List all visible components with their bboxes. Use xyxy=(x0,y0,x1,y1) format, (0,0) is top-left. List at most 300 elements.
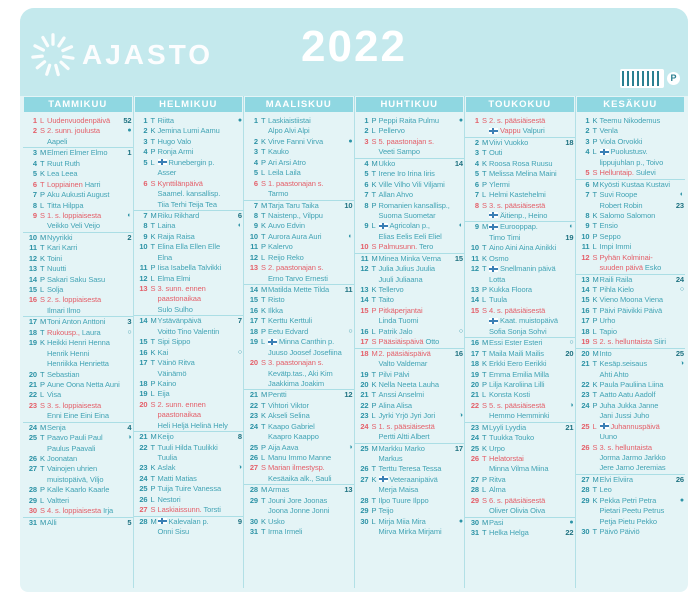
day-row xyxy=(244,453,354,463)
day-line xyxy=(23,295,133,305)
weekday-letter: S xyxy=(40,126,45,136)
day-row xyxy=(576,190,686,211)
day-row xyxy=(465,306,575,337)
day-number: 28 xyxy=(249,485,258,495)
name-day-text: Palmusunn. xyxy=(378,242,419,252)
day-line xyxy=(134,453,244,463)
name-day-text: Auvo Edvin xyxy=(268,221,305,231)
name-day-text: Valto Valdemar xyxy=(378,359,428,369)
name-day-text: Nuutti xyxy=(47,264,66,274)
day-line xyxy=(355,527,465,537)
weekday-letter: S xyxy=(482,305,487,315)
name-day-text: Kesäp.seisaus xyxy=(599,359,647,369)
moon-phase-icon: ◑ xyxy=(679,360,684,368)
day-row xyxy=(134,495,244,505)
day-row xyxy=(23,211,133,232)
weekday-letter: P xyxy=(482,474,487,484)
day-row xyxy=(23,380,133,390)
month-days xyxy=(244,115,354,538)
day-number: 11 xyxy=(581,242,590,252)
day-row xyxy=(23,201,133,211)
day-number: 27 xyxy=(139,505,148,515)
day-number: 21 xyxy=(249,390,258,400)
name-day-text: Eurooppap. xyxy=(500,222,538,232)
weekday-letter: K xyxy=(261,305,266,315)
name-day-text: Kaapro Kaappo xyxy=(268,432,319,442)
day-row xyxy=(576,485,686,495)
day-row xyxy=(134,358,244,379)
day-number: 22 xyxy=(28,390,37,400)
name-day-text: Jaakkima Joakim xyxy=(268,378,325,388)
name-day-text: 2. s. pääsiäisestä xyxy=(489,116,546,125)
day-number: 4 xyxy=(32,158,37,168)
name-day-text: Melissa Melina Maini xyxy=(489,169,557,179)
day-number: 6 xyxy=(143,178,148,188)
day-row xyxy=(244,443,354,453)
day-row xyxy=(23,464,133,485)
day-number: 7 xyxy=(474,190,479,200)
moon-phase-icon: ○ xyxy=(348,327,353,335)
weekday-letter: T xyxy=(40,327,45,337)
day-number: 15 xyxy=(581,295,590,305)
day-line xyxy=(355,137,465,147)
day-line xyxy=(244,358,354,368)
day-line xyxy=(244,411,354,421)
finland-flag-icon xyxy=(379,476,388,482)
day-row xyxy=(244,517,354,527)
name-day-text: Visa xyxy=(47,390,62,400)
day-line xyxy=(23,401,133,411)
day-line xyxy=(23,317,133,327)
weekday-letter: P xyxy=(371,400,377,410)
name-day-text: 5. paastonajan s. xyxy=(378,136,434,146)
day-row xyxy=(576,337,686,347)
name-day-text: Äitienp., Heino xyxy=(500,210,548,220)
name-day-text: Elvi Elviira xyxy=(599,474,633,484)
day-row xyxy=(134,274,244,284)
name-day-text: Kalervo xyxy=(268,242,293,252)
name-day-text: 5. s. pääsiäisestä xyxy=(489,400,546,410)
name-day-text: Tuulia xyxy=(157,453,178,462)
name-day-text: Toni Anton Anttoni xyxy=(47,317,106,327)
day-row xyxy=(244,168,354,178)
weekday-letter: T xyxy=(150,221,155,231)
weekday-letter: L xyxy=(371,221,376,231)
weekday-letter: P xyxy=(261,326,266,336)
name-day-text: Reijo Reko xyxy=(268,252,304,262)
day-row xyxy=(134,179,244,210)
weekday-letter: M xyxy=(371,158,378,168)
day-row xyxy=(23,401,133,422)
day-line xyxy=(244,327,354,337)
day-row xyxy=(576,126,686,136)
day-line xyxy=(244,422,354,432)
day-number: 19 xyxy=(28,338,37,348)
day-line xyxy=(244,517,354,527)
moon-phase-icon: ◐ xyxy=(237,222,242,230)
day-row xyxy=(23,126,133,147)
name-day-text: Elina Ella Ellen Elle xyxy=(157,242,221,252)
weekday-letter: K xyxy=(592,295,598,305)
weekday-letter: S xyxy=(592,168,598,178)
day-line xyxy=(23,169,133,179)
name-day-text: Kynttilänpäivä xyxy=(157,178,203,188)
name-day-text: Tuula xyxy=(489,295,507,305)
name-day-text: Aino Aini Aina Ainikki xyxy=(489,243,557,253)
day-line xyxy=(355,147,465,157)
name-day-text: Osmo xyxy=(489,253,509,263)
weekday-letter: L xyxy=(482,190,487,200)
weekday-letter: M xyxy=(482,422,489,432)
day-row xyxy=(576,380,686,390)
name-day-text: Kaino xyxy=(157,378,177,388)
moon-phase-icon: ◐ xyxy=(569,223,574,231)
name-day-text: Saamel. kansallisp. xyxy=(157,189,221,199)
day-line xyxy=(134,432,244,442)
day-line xyxy=(244,485,354,495)
name-day-text: Kalevalan p. xyxy=(168,516,209,526)
day-row xyxy=(576,327,686,337)
name-day-text: 2. s. loppiaisesta xyxy=(47,295,102,305)
day-row xyxy=(244,284,354,295)
day-number: 29 xyxy=(249,495,258,505)
day-number: 21 xyxy=(360,390,369,400)
weekday-letter: S xyxy=(592,442,598,452)
name-day-text: Nestori xyxy=(157,494,181,504)
day-line xyxy=(134,389,244,399)
name-day-text: Seppo xyxy=(599,231,621,241)
name-day-text: Marian ilmestysp. xyxy=(268,463,325,473)
day-number: 7 xyxy=(364,190,369,200)
day-row xyxy=(23,190,133,200)
name-day-text: paastonaikaa xyxy=(157,410,201,420)
name-day-text: Heikki Henri Henna xyxy=(47,338,110,348)
name-day-text: Nella Neeta Lauha xyxy=(378,379,439,389)
day-number: 8 xyxy=(143,221,148,231)
day-row xyxy=(465,190,575,200)
name-day-text: Linda Tuomi xyxy=(378,316,419,326)
weekday-letter: T xyxy=(482,369,487,379)
day-line xyxy=(23,370,133,380)
weekday-letter: P xyxy=(261,157,266,167)
day-number: 2 xyxy=(474,137,479,147)
day-number: 14 xyxy=(139,316,148,326)
day-row xyxy=(576,401,686,422)
month-days xyxy=(355,115,465,538)
name-day-text: Ville Vilho Vili Viljami xyxy=(378,179,445,189)
name-day-text: Vainojen uhrien xyxy=(47,464,98,474)
day-number: 1 xyxy=(32,116,37,125)
name-day-text: Patrik Jalo xyxy=(378,326,413,336)
weekday-letter: T xyxy=(371,390,376,400)
day-number: 19 xyxy=(360,369,369,379)
weekday-letter: P xyxy=(592,316,598,326)
day-row xyxy=(134,474,244,484)
day-number: 21 xyxy=(139,432,148,442)
name-day-text: Paulus Paavali xyxy=(47,443,96,453)
day-number: 4 xyxy=(585,147,590,157)
name-day-text: Helluntaip. xyxy=(599,168,636,178)
name-day-text: Minea Minka Verna xyxy=(378,253,442,263)
day-number: 25 xyxy=(249,442,258,452)
day-line xyxy=(23,506,133,516)
day-number: 3 xyxy=(585,136,590,146)
day-line xyxy=(465,496,575,506)
day-number: 29 xyxy=(581,495,590,505)
name-day-text: Julia Julius Juulia xyxy=(378,264,435,274)
day-line xyxy=(23,306,133,316)
weekday-letter: T xyxy=(150,358,155,368)
name-day-text: Aapeli xyxy=(47,136,68,146)
day-line xyxy=(576,137,686,147)
week-number: 3 xyxy=(127,317,132,327)
day-line xyxy=(576,201,686,211)
weekday-letter: L xyxy=(40,116,45,125)
weekday-letter: S xyxy=(261,358,266,368)
day-row xyxy=(23,147,133,158)
name-day-text: Ensio xyxy=(599,221,618,231)
barcode-icon xyxy=(620,69,664,88)
day-line xyxy=(576,443,686,453)
week-number: 1 xyxy=(127,148,132,158)
name-day-text: Kukka Floora xyxy=(489,285,532,294)
day-line xyxy=(576,327,686,337)
name-day-text: Agricolan p., xyxy=(389,221,430,231)
day-row xyxy=(355,126,465,136)
day-line xyxy=(355,211,465,221)
day-line xyxy=(244,211,354,221)
day-row xyxy=(355,201,465,222)
week-number: 7 xyxy=(237,316,242,326)
name-day-text: Laura xyxy=(81,327,101,337)
day-row xyxy=(134,221,244,231)
day-number: 28 xyxy=(581,485,590,495)
day-line xyxy=(355,337,465,347)
day-row xyxy=(576,359,686,380)
finland-flag-icon xyxy=(600,149,609,155)
week-number: 18 xyxy=(565,137,574,147)
day-row xyxy=(23,390,133,400)
name-day-text: lippujuhlan p., Toivo xyxy=(599,157,664,167)
weekday-letter: P xyxy=(371,116,377,125)
weekday-letter: T xyxy=(261,421,266,431)
name-day-text: Teijo xyxy=(378,506,394,516)
day-row xyxy=(134,443,244,464)
weekday-letter: L xyxy=(261,453,266,462)
name-day-text: 1. s. pääsiäisestä xyxy=(378,421,435,431)
p-symbol: P xyxy=(667,72,680,85)
name-day-text: Alpo Alvi Alpi xyxy=(268,126,310,136)
name-day-text: Lilja Karoliina Lilli xyxy=(489,379,545,389)
name-day-text: Pääsiäispäivä xyxy=(378,337,426,347)
week-number: 22 xyxy=(565,528,574,538)
day-number: 8 xyxy=(253,210,258,220)
week-number: 6 xyxy=(237,210,242,220)
day-row xyxy=(134,284,244,315)
weekday-letter: L xyxy=(150,494,155,504)
day-line xyxy=(23,190,133,200)
day-number: 17 xyxy=(581,316,590,326)
day-row xyxy=(355,180,465,190)
day-row xyxy=(244,337,354,358)
day-line xyxy=(244,179,354,189)
day-number: 5 xyxy=(143,157,148,167)
day-row xyxy=(23,264,133,274)
day-row xyxy=(576,137,686,147)
day-line xyxy=(355,370,465,380)
name-day-text: 1. s. loppiaisesta xyxy=(47,210,102,220)
weekday-letter: T xyxy=(40,158,45,168)
day-number: 16 xyxy=(360,326,369,336)
weekday-letter: T xyxy=(40,243,45,253)
day-line xyxy=(355,306,465,316)
weekday-letter: L xyxy=(150,273,155,283)
day-row xyxy=(134,242,244,263)
week-number: 12 xyxy=(344,390,353,400)
day-line xyxy=(244,443,354,453)
day-number: 28 xyxy=(470,485,479,495)
weekday-letter: M xyxy=(592,274,599,284)
day-number: 4 xyxy=(364,158,369,168)
weekday-letter: K xyxy=(261,516,266,526)
weekday-letter: P xyxy=(371,305,377,315)
weekday-letter: M xyxy=(261,485,268,495)
day-number: 13 xyxy=(249,263,258,273)
finland-flag-icon xyxy=(158,159,167,165)
day-number: 28 xyxy=(360,495,369,505)
day-line xyxy=(244,337,354,347)
name-day-text: Ahti Ahto xyxy=(599,369,629,379)
name-day-text: 6. s. pääsiäisestä xyxy=(489,495,546,505)
name-day-text: Matilda Mette Tilda xyxy=(268,285,330,294)
name-day-text: Uuno xyxy=(599,432,618,442)
day-line xyxy=(134,495,244,505)
day-number: 2 xyxy=(253,136,258,146)
day-row xyxy=(134,389,244,399)
day-line xyxy=(134,421,244,431)
day-line xyxy=(576,221,686,231)
day-line xyxy=(23,411,133,421)
day-line xyxy=(465,327,575,337)
name-day-text: Torsti xyxy=(203,505,221,515)
day-line xyxy=(134,232,244,242)
weekday-letter: K xyxy=(482,359,487,369)
day-row xyxy=(465,159,575,169)
day-line xyxy=(134,379,244,389)
day-line xyxy=(465,444,575,454)
day-line xyxy=(576,158,686,168)
name-day-text: Nyyrikki xyxy=(47,232,73,242)
name-day-text: Oliver Olivia Oiva xyxy=(489,506,546,516)
day-line xyxy=(134,505,244,515)
day-number: 11 xyxy=(29,243,37,253)
day-line xyxy=(134,400,244,410)
day-number: 12 xyxy=(581,252,590,262)
day-number: 18 xyxy=(581,326,590,336)
finland-flag-icon xyxy=(489,318,498,324)
weekday-letter: L xyxy=(371,326,376,336)
day-line xyxy=(576,432,686,442)
day-number: 26 xyxy=(360,464,369,474)
name-day-text: Alma xyxy=(489,485,506,495)
day-line xyxy=(465,506,575,516)
weekday-letter: M xyxy=(261,390,268,400)
name-day-text: Jemina Lumi Aamu xyxy=(157,126,220,136)
weekday-letter: T xyxy=(371,369,376,379)
day-line xyxy=(244,506,354,516)
day-number: 18 xyxy=(249,326,258,336)
day-line xyxy=(576,180,686,190)
week-number: 10 xyxy=(344,200,353,210)
day-number: 17 xyxy=(28,317,37,327)
name-day-text: Into xyxy=(599,348,612,358)
moon-phase-icon: ◑ xyxy=(237,464,242,472)
day-line xyxy=(576,506,686,516)
name-day-text: Kesäaika alk., Sauli xyxy=(268,473,332,483)
day-line xyxy=(355,380,465,390)
day-number: 22 xyxy=(139,442,148,452)
day-line xyxy=(244,274,354,284)
day-row xyxy=(465,390,575,400)
week-number: 26 xyxy=(675,474,684,484)
name-day-text: Viola Orvokki xyxy=(599,136,643,146)
weekday-letter: T xyxy=(261,527,266,537)
name-day-text: Pitkäperjantai xyxy=(378,305,423,315)
weekday-letter: M xyxy=(371,348,378,358)
day-number: 13 xyxy=(581,274,590,284)
week-number: 20 xyxy=(565,348,574,358)
day-row xyxy=(134,232,244,242)
day-row xyxy=(134,400,244,431)
day-number: 31 xyxy=(249,527,258,537)
weekday-letter: S xyxy=(150,505,156,515)
day-row xyxy=(244,147,354,157)
weekday-letter: T xyxy=(40,464,45,474)
day-number: 5 xyxy=(585,168,590,178)
day-number: 29 xyxy=(28,495,37,505)
day-row xyxy=(23,275,133,285)
weekday-letter: L xyxy=(261,252,266,262)
name-day-text: Armas xyxy=(268,485,290,495)
day-number: 20 xyxy=(139,399,148,409)
name-day-text: Pihla Kielo xyxy=(599,285,634,294)
day-number: 4 xyxy=(253,157,258,167)
name-day-text: 3. s. pääsiäisestä xyxy=(489,200,546,210)
day-line xyxy=(23,390,133,400)
name-day-text: Anssi Anselmi xyxy=(378,390,424,400)
name-day-text: Tapio xyxy=(599,326,617,336)
day-number: 24 xyxy=(249,421,258,431)
name-day-text: Juhannuspäivä xyxy=(610,421,660,431)
name-day-text: Pellervo xyxy=(378,126,405,136)
day-number: 7 xyxy=(143,210,148,220)
weekday-letter: T xyxy=(482,243,487,253)
month-days xyxy=(465,115,575,539)
name-day-text: Pilvi Pälvi xyxy=(378,369,410,379)
day-line xyxy=(355,116,465,126)
weekday-letter: T xyxy=(592,359,597,369)
weekday-letter: K xyxy=(371,179,377,189)
name-day-text: Maila Maili Mailis xyxy=(489,348,544,358)
weekday-letter: M xyxy=(592,474,599,484)
day-row xyxy=(465,116,575,137)
day-line xyxy=(576,496,686,506)
day-line xyxy=(355,201,465,211)
name-day-text: Naistenp., Vilppu xyxy=(268,210,323,220)
day-line xyxy=(23,475,133,485)
name-day-text: Pentti xyxy=(268,390,287,400)
weekday-letter: T xyxy=(150,473,155,483)
